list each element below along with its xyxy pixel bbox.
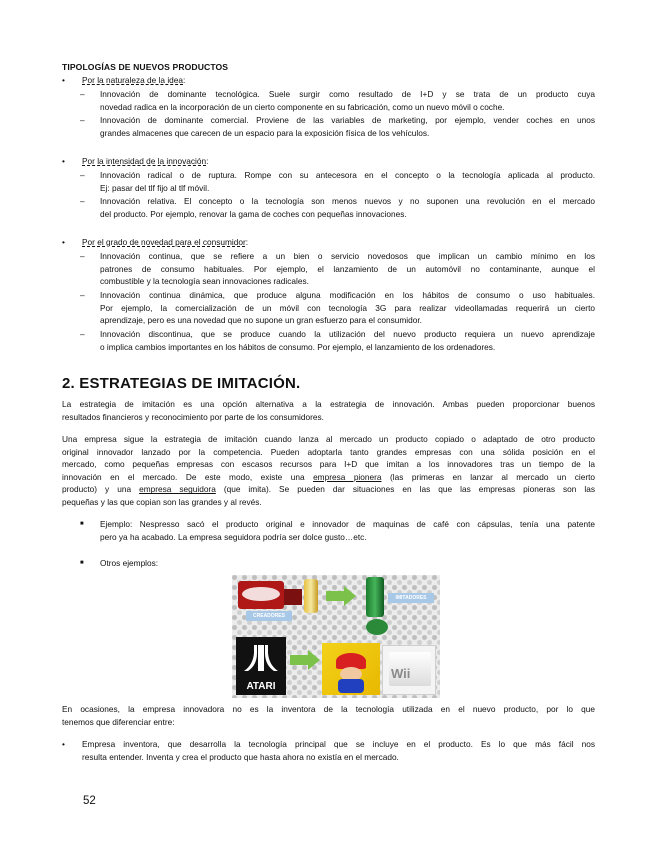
imitation-examples-image [232, 575, 440, 698]
paragraph-inventor: En ocasiones, la empresa innovadora no es la inventora de la tecnología utilizada en el nuevo producto, por lo que tenemos que diferenciar entre: [62, 704, 595, 727]
list-item: – Innovación relativa. El concepto o la tecnología son menos nuevos y no suponen una revolución en el mercado del producto. Por ejemplo, renovar la gama de coches con pequeñas innovaciones. [80, 196, 595, 219]
group-heading-intensity: Por la intensidad de la innovación [82, 156, 207, 166]
group-heading-nature: Por la naturaleza de la idea [82, 75, 184, 85]
wii-console-image: Wii [382, 645, 436, 695]
paragraph-intro: La estrategia de imitación es una opción alternativa a la estrategia de innovación. Ambas pueden proporcionar buenos resultados financieros y reconocimiento por parte de los consumidores. [62, 399, 595, 422]
original-product-image [238, 581, 284, 609]
list-item: – Innovación continua dinámica, que produce alguna modificación en los hábitos de consumo o uso habituales. Por ejemplo, la comercialización de un móvil con tecnología 3G para realizar videollamadas requerirá un cierto aprendizaje, pero es una novedad que no supone un gran esfuerzo para el consumidor. [80, 290, 595, 326]
bullet-icon: • [62, 739, 65, 749]
section-title-typologies: TIPOLOGÍAS DE NUEVOS PRODUCTOS [62, 62, 229, 72]
mario-image [322, 643, 380, 695]
imitator-product-image [366, 577, 384, 617]
list-item: – Innovación de dominante tecnológica. Suele surgir como resultado de I+D y se trata de un producto cuya novedad radica en la incorporación de un cierto componente en su fabricación, como un nuevo móvil o coche. [80, 89, 595, 112]
label-imitators: IMITADORES [395, 595, 427, 601]
bullet-icon: • [62, 237, 65, 247]
square-bullet-icon: ■ [80, 521, 84, 527]
list-item-nespresso: ■ Ejemplo: Nespresso sacó el producto original e innovador de maquinas de café con cápsulas, tenía una patente pero ya ha acabado. La empresa seguidora podría ser dolce gusto…etc. [80, 519, 595, 542]
document-page: TIPOLOGÍAS DE NUEVOS PRODUCTOS • Por la naturaleza de la idea: – Innovación de dominante tecnológica. Suele surgir como resultado de I+D y se trata de un producto cuya novedad radica en la incorporación de un cierto componente en su fabricación, como un nuevo móvil o coche. – Innovación de dominante comercial. Proviene de las variables de marketing, por ejemplo, vender coches en unos grandes almacenes que carecen de un espacio para la exposición física de los vehículos. • Por la intensidad de la innovación: – Innovación radical o de ruptura. Rompe con su antecesora en el concepto o la tecnología aplicada al producto. Ej: pasar del tlf fijo al tlf móvil. – Innovación relativa. El concepto o la tecnología son menos nuevos y no suponen una revolución en el mercado del producto. Por ejemplo, renovar la gama de coches con pequeñas innovaciones. • Por el grado de novedad para el consumidor: – Innovación continua, que se refiere a un bien o servicio novedosos que implican un cambio mínimo en los patrones de consumo habituales. Por ejemplo, el lanzamiento de un automóvil no contaminante, aunque el combustible y la tecnología sean innovaciones radicales. – Innovación continua dinámica, que produce alguna modificación en los hábitos de consumo o uso habituales. Por ejemplo, la comercialización de un móvil con tecnología 3G para realizar videollamadas requerirá un cierto aprendizaje, pero es una novedad que no supone un gran esfuerzo para el consumidor. – Innovación discontinua, que se produce cuando la utilización del nuevo producto requiera un nuevo aprendizaje o implica cambios importantes en los hábitos de consumo. Por ejemplo, el lanzamiento de los ordenadores. 2. ESTRATEGIAS DE IMITACIÓN. La estrategia de imitación es una opción alternativa a la estrategia de innovación. Ambas pueden proporcionar buenos resultados financieros y reconocimiento por parte de los consumidores. Una empresa sigue la estrategia de imitación cuando lanza al mercado un producto copiado o adaptado de otro producto original innovador lanzado por la competencia. Pueden adoptarla tanto grandes empresas con una sólida posición en el mercado, como pequeñas empresas con escasos recursos para I+D que imitan a los innovadores tras un tiempo de la innovación en el mercado. De este modo, existe una empresa pionera (las primeras en lanzar al mercado un cierto producto) y una empresa seguidora (que imita). Se pueden dar situaciones en las que las empresas pioneras son las pequeñas y las que copian son las grandes y al revés. ■ Ejemplo: Nespresso sacó el producto original e innovador de maquinas de café con cápsulas, tenía una patente pero ya ha acabado. La empresa seguidora podría ser dolce gusto…etc. ■ Otros ejemplos: CREADORES IMITADORES ATARI Wii En ocasiones, la empresa innovadora no es la inventora de la tecnología utilizada en el nuevo producto, por lo que tenemos que diferenciar entre: • Empresa inventora, que desarrolla la tecnología principal que se incluye en el producto. Es lo que más fácil nos resulta entender. Inventa y crea el producto que hasta ahora no existía en el mercado. 52 [62, 62, 595, 807]
list-item: – Innovación discontinua, que se produce cuando la utilización del nuevo producto requiera un nuevo aprendizaje o implica cambios importantes en los hábitos de consumo. Por ejemplo, el lanzamiento de los ordenadores. [80, 329, 595, 352]
bullet-icon: • [62, 156, 65, 166]
atari-logo-image: ATARI [236, 637, 286, 695]
list-item: – Innovación radical o de ruptura. Rompe con su antecesora en el concepto o la tecnología aplicada al producto. Ej: pasar del tlf fijo al tlf móvil. [80, 170, 595, 193]
list-item-inventor-company: • Empresa inventora, que desarrolla la tecnología principal que se incluye en el producto. Es lo que más fácil nos resulta entender. Inventa y crea el producto que hasta ahora no existía en el mercado. [62, 739, 595, 762]
list-item-other-examples: ■ Otros ejemplos: [80, 558, 159, 568]
list-item: – Innovación continua, que se refiere a un bien o servicio novedosos que implican un cambio mínimo en los patrones de consumo habituales. Por ejemplo, el lanzamiento de un automóvil no contaminante, aunque el combustible y la tecnología sean innovaciones radicales. [80, 251, 595, 287]
paragraph-imitation-strategy: Una empresa sigue la estrategia de imitación cuando lanza al mercado un producto copiado o adaptado de otro producto original innovador lanzado por la competencia. Pueden adoptarla tanto grandes empresas con una sólida posición en el mercado, como pequeñas empresas con escasos recursos para I+D que imitan a los innovadores tras un tiempo de la innovación en el mercado. De este modo, existe una empresa pionera (las primeras en lanzar al mercado un cierto producto) y una empresa seguidora (que imita). Se pueden dar situaciones en las que las empresas pioneras son las pequeñas y las que copian son las grandes y al revés. [62, 434, 595, 507]
group-heading-novelty: Por el grado de novedad para el consumidor [82, 237, 246, 247]
label-creators: CREADORES [253, 613, 285, 619]
term-empresa-seguidora: empresa seguidora [139, 484, 216, 495]
term-empresa-pionera: empresa pionera [313, 471, 382, 482]
bullet-icon: • [62, 75, 65, 85]
section-title-imitation: 2. ESTRATEGIAS DE IMITACIÓN. [62, 375, 301, 392]
square-bullet-icon: ■ [80, 560, 84, 566]
list-item: – Innovación de dominante comercial. Proviene de las variables de marketing, por ejemplo, vender coches en unos grandes almacenes que carecen de un espacio para la exposición física de los vehículos. [80, 115, 595, 138]
page-number: 52 [83, 795, 96, 807]
